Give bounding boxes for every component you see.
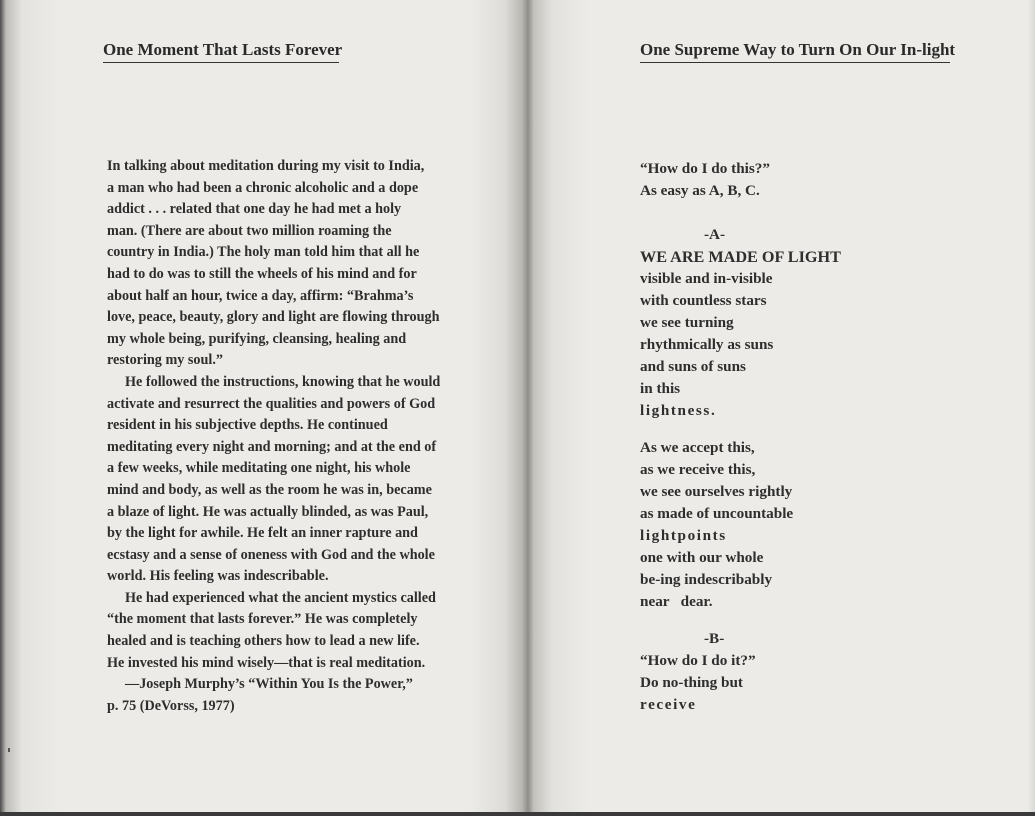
left-page-body bbox=[107, 156, 497, 717]
poem-line: As easy as A, B, C. bbox=[640, 182, 760, 199]
text-line: addict . . . related that one day he had met a holy bbox=[107, 201, 402, 218]
text-line: meditating every night and morning; and at the end of bbox=[107, 438, 437, 455]
text-line: healed and is teaching others how to lead a new life. bbox=[107, 633, 420, 650]
citation-line: —Joseph Murphy’s “Within You Is the Power,” bbox=[125, 676, 413, 693]
text-line: He had experienced what the ancient mystics called bbox=[125, 589, 436, 606]
text-line: In talking about meditation during my visit to India, bbox=[107, 158, 425, 174]
poem-line: “How do I do it?” bbox=[640, 652, 756, 669]
text-line: my whole being, purifying, cleansing, healing and bbox=[107, 330, 407, 347]
text-line: a few weeks, while meditating one night, his whole bbox=[107, 460, 411, 477]
section-b-label: -B- bbox=[704, 630, 725, 647]
section-a-heading: WE ARE MADE OF LIGHT bbox=[640, 248, 841, 266]
poem-line: one with our whole bbox=[640, 549, 764, 566]
text-line: had to do was to still the wheels of his mind and for bbox=[107, 265, 417, 282]
text-line: world. His feeling was indescribable. bbox=[107, 568, 329, 585]
poem-line: Do no-thing but bbox=[640, 674, 743, 691]
poem-line: “How do I do this?” bbox=[640, 160, 770, 177]
text-line: “the moment that lasts forever.” He was completely bbox=[107, 611, 418, 628]
poem-line: receive bbox=[640, 696, 697, 713]
text-line: mind and body, as well as the room he was in, became bbox=[107, 481, 432, 498]
text-line: He invested his mind wisely—that is real meditation. bbox=[107, 654, 426, 671]
poem-line: be-ing indescribably bbox=[640, 571, 773, 588]
right-page-body bbox=[640, 158, 1010, 716]
poem-line: and suns of suns bbox=[640, 358, 746, 375]
poem-line: as made of uncountable bbox=[640, 505, 794, 522]
poem-line: with countless stars bbox=[640, 292, 767, 309]
section-a-label: -A- bbox=[704, 226, 726, 243]
text-line: by the light for awhile. He felt an inner rapture and bbox=[107, 525, 418, 542]
right-page bbox=[528, 0, 1035, 812]
book-bottom-edge bbox=[0, 812, 1035, 816]
poem-line: As we accept this, bbox=[640, 439, 755, 456]
page-mark bbox=[8, 748, 10, 752]
text-line: love, peace, beauty, glory and light are flowing through bbox=[107, 309, 440, 326]
poem-line: visible and in-visible bbox=[640, 270, 773, 287]
poem-line: lightpoints bbox=[640, 527, 727, 544]
left-running-head: One Moment That Lasts Forever bbox=[103, 40, 339, 63]
text-line: about half an hour, twice a day, affirm: “Brahma’s bbox=[107, 287, 414, 304]
text-line: man. (There are about two million roaming the bbox=[107, 222, 392, 239]
text-line: resident in his subjective depths. He continued bbox=[107, 417, 388, 434]
citation-line: p. 75 (DeVorss, 1977) bbox=[107, 697, 235, 714]
poem-line: rhythmically as suns bbox=[640, 336, 774, 353]
text-line: activate and resurrect the qualities and powers of God bbox=[107, 395, 436, 412]
poem-line: lightness. bbox=[640, 402, 717, 419]
text-line: country in India.) The holy man told him that all he bbox=[107, 244, 420, 261]
right-running-head: One Supreme Way to Turn On Our In-light bbox=[640, 40, 950, 63]
poem-line: near dear. bbox=[640, 593, 713, 610]
poem-line: in this bbox=[640, 380, 681, 397]
text-line: a blaze of light. He was actually blinded, as was Paul, bbox=[107, 503, 429, 520]
poem-line: we see ourselves rightly bbox=[640, 483, 793, 500]
text-line: He followed the instructions, knowing that he would bbox=[125, 373, 441, 390]
text-line: restoring my soul.” bbox=[107, 352, 223, 369]
poem-line: we see turning bbox=[640, 314, 734, 331]
text-line: ecstasy and a sense of oneness with God and the whole bbox=[107, 546, 435, 563]
text-line: a man who had been a chronic alcoholic and a dope bbox=[107, 179, 419, 196]
poem-line: as we receive this, bbox=[640, 461, 756, 478]
